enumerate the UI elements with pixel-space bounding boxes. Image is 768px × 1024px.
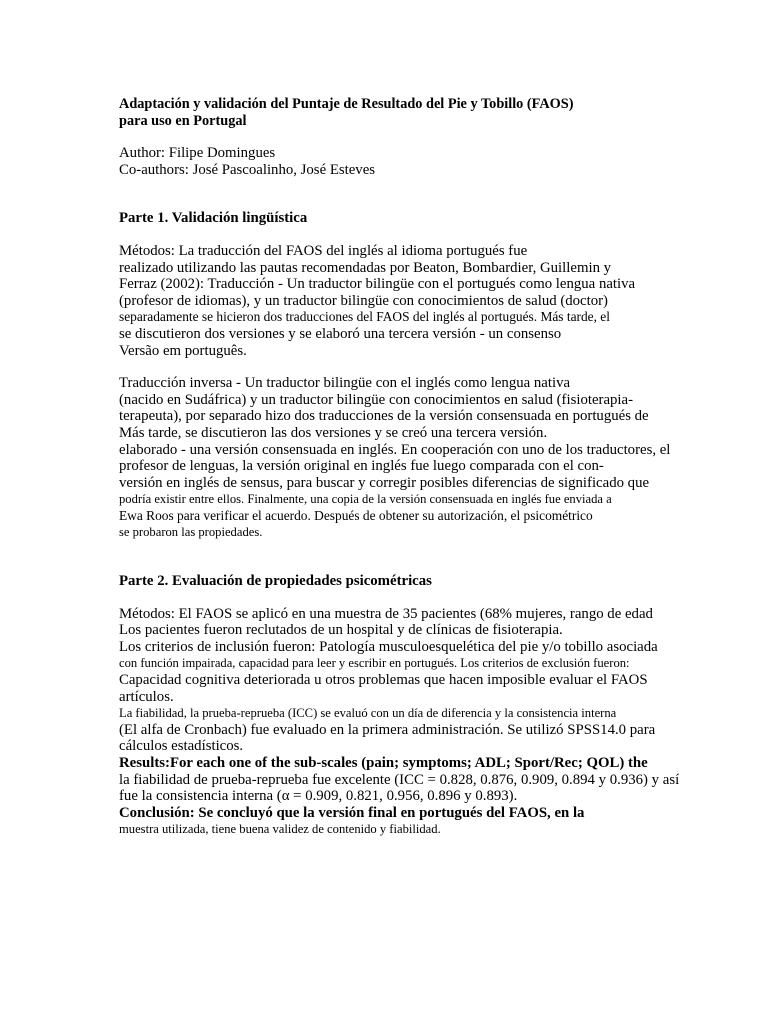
part1-heading: Parte 1. Validación lingüística <box>119 210 308 227</box>
part1-methods-paragraph <box>119 243 719 359</box>
paragraph-line: Ferraz (2002): Traducción - Un traductor bilingüe con el portugués como lengua nativa <box>119 276 636 293</box>
author-line: Author: Filipe Domingues <box>119 145 276 162</box>
paragraph-line: (El alfa de Cronbach) fue evaluado en la primera administración. Se utilizó SPSS14.0 para <box>119 721 656 738</box>
paragraph-line: Capacidad cognitiva deteriorada u otros problemas que hacen imposible evaluar el FAOS <box>119 672 648 689</box>
paragraph-line: Los pacientes fueron reclutados de un hospital y de clínicas de fisioterapia. <box>119 622 563 639</box>
paragraph-line: la fiabilidad de prueba-reprueba fue excelente (ICC = 0.828, 0.876, 0.909, 0.894 y 0.936) y así <box>119 771 680 788</box>
paragraph-line: Ewa Roos para verificar el acuerdo. Después de obtener su autorización, el psicométrico <box>119 507 593 523</box>
paragraph-line: muestra utilizada, tiene buena validez de contenido y fiabilidad. <box>119 822 441 837</box>
title-line-1: Adaptación y validación del Puntaje de Resultado del Pie y Tobillo (FAOS) <box>119 96 574 112</box>
paragraph-line: (nacido en Sudáfrica) y un traductor bilingüe con conocimientos en salud (fisioterapia- <box>119 391 634 408</box>
document-page <box>119 96 719 838</box>
paragraph-line: (profesor de idiomas), y un traductor bilingüe con conocimientos de salud (doctor) <box>119 292 608 309</box>
paragraph-line: fue la consistencia interna (α = 0.909, 0.821, 0.956, 0.896 y 0.893). <box>119 788 518 805</box>
paragraph-line: artículos. <box>119 688 174 705</box>
paragraph-line: se discutieron dos versiones y se elaboró una tercera versión - un consenso <box>119 325 562 342</box>
paragraph-line: separadamente se hicieron dos traducciones del FAOS del inglés al portugués. Más tarde, el <box>119 309 610 325</box>
document-title <box>119 96 719 129</box>
coauthors-line: Co-authors: José Pascoalinho, José Esteves <box>119 161 376 178</box>
paragraph-line: se probaron las propiedades. <box>119 525 263 540</box>
paragraph-line: Métodos: La traducción del FAOS del inglés al idioma portugués fue <box>119 242 528 259</box>
title-line-2: para uso en Portugal <box>119 112 247 129</box>
paragraph-line: profesor de lenguas, la versión original en inglés fue luego comparada con el con- <box>119 458 604 475</box>
paragraph-line: cálculos estadísticos. <box>119 738 244 755</box>
conclusion-line: Conclusión: Se concluyó que la versión final en portugués del FAOS, en la <box>119 804 585 821</box>
paragraph-line: Los criterios de inclusión fueron: Patología musculoesquelética del pie y/o tobillo asociada <box>119 638 658 655</box>
part2-heading: Parte 2. Evaluación de propiedades psicométricas <box>119 573 432 590</box>
paragraph-line: elaborado - una versión consensuada en inglés. En cooperación con uno de los traductores, el <box>119 441 671 458</box>
results-line: Results:For each one of the sub-scales (pain; symptoms; ADL; Sport/Rec; QOL) the <box>119 755 648 771</box>
paragraph-line: Versão em português. <box>119 342 247 359</box>
paragraph-line: terapeuta), por separado hizo dos traducciones de la versión consensuada en portugués de <box>119 408 649 425</box>
part1-inverse-paragraph <box>119 375 719 541</box>
paragraph-line: Métodos: El FAOS se aplicó en una muestra de 35 pacientes (68% mujeres, rango de edad <box>119 605 653 622</box>
paragraph-line: podría existir entre ellos. Finalmente, una copia de la versión consensuada en inglés fue enviada a <box>119 492 612 507</box>
part2-paragraph <box>119 606 719 838</box>
paragraph-line: versión en inglés de sensus, para buscar y corregir posibles diferencias de significado que <box>119 474 650 491</box>
paragraph-line: Más tarde, se discutieron las dos versiones y se creó una tercera versión. <box>119 424 548 441</box>
paragraph-line: La fiabilidad, la prueba-reprueba (ICC) se evaluó con un día de diferencia y la consistencia interna <box>119 706 617 721</box>
paragraph-line: con función impairada, capacidad para leer y escribir en portugués. Los criterios de exclusión fueron: <box>119 656 630 671</box>
paragraph-line: realizado utilizando las pautas recomendadas por Beaton, Bombardier, Guillemin y <box>119 259 612 276</box>
paragraph-line: Traducción inversa - Un traductor bilingüe con el inglés como lengua nativa <box>119 375 571 392</box>
